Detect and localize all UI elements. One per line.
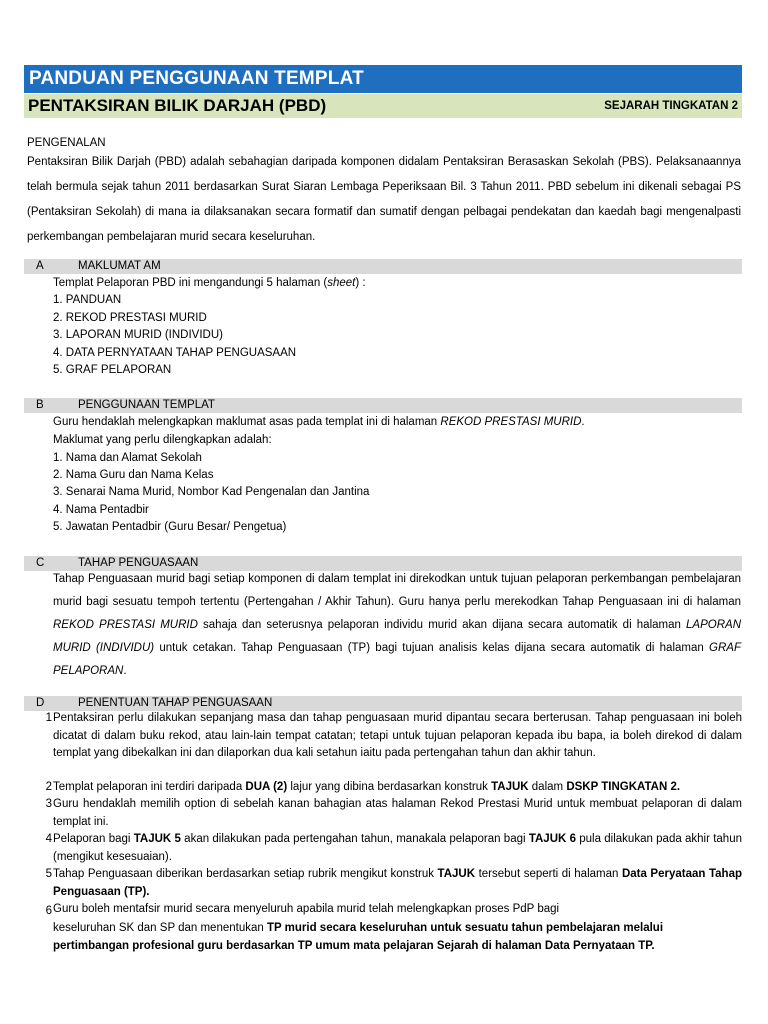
item-number: 5 xyxy=(45,868,52,880)
section-title: PENENTUAN TAHAP PENGUASAAN xyxy=(78,697,273,709)
section-title: TAHAP PENGUASAAN xyxy=(78,557,199,569)
section-letter: D xyxy=(36,697,45,709)
section-d-header xyxy=(24,696,742,711)
section-a-lead: Templat Pelaporan PBD ini mengandungi 5 halaman (sheet) : xyxy=(53,277,366,289)
item-number: 4 xyxy=(45,833,52,845)
list-item: 1. PANDUAN xyxy=(53,294,122,306)
list-item: 5. Jawatan Pentadbir (Guru Besar/ Pengetua) xyxy=(53,521,287,533)
item-number: 3 xyxy=(45,798,52,810)
document-title: PANDUAN PENGGUNAAN TEMPLAT xyxy=(24,65,742,93)
intro-text: Pentaksiran Bilik Darjah (PBD) adalah sebahagian daripada komponen didalam Pentaksiran Berasaskan Sekolah (PBS). Pelaksanaannya telah bermula sejak tahun 2011 berdasarkan Surat Siaran Lembaga Peperiksaan Bil. 3 Tahun 2011. PBD sebelum ini dikenali sebagai PS (Pentaksiran Sekolah) di mana ia dilaksanakan secara formatif dan sumatif dengan pelbagai pendekatan dan kaedah bagi mengenalpasti perkembangan pembelajaran murid secara keseluruhan. xyxy=(27,156,741,243)
list-item: 2. Nama Guru dan Nama Kelas xyxy=(53,469,214,481)
section-letter: C xyxy=(36,557,45,569)
section-letter: B xyxy=(36,399,44,411)
section-b-lead: Guru hendaklah melengkapkan maklumat asas pada templat ini di halaman REKOD PRESTASI MURID. xyxy=(53,416,585,428)
item-number: 6 xyxy=(45,905,52,917)
section-b-header xyxy=(24,398,742,413)
section-a-header xyxy=(24,259,742,274)
section-c-text: Tahap Penguasaan murid bagi setiap komponen di dalam templat ini direkodkan untuk tujuan pelaporan perkembangan pembelajaran murid bagi sesuatu tempoh tertentu (Pertengahan / Akhir Tahun). Guru hanya perlu merekodkan Tahap Penguasaan ini di halaman REKOD PRESTASI MURID sahaja dan seterusnya pelaporan individu murid akan dijana secara automatik di halaman LAPORAN MURID (INDIVIDU) untuk cetakan. Tahap Penguasaan (TP) bagi tujuan analisis kelas dijana secara automatik di halaman GRAF PELAPORAN. xyxy=(53,573,741,677)
item-text: Tahap Penguasaan diberikan berdasarkan setiap rubrik mengikut konstruk TAJUK tersebut seperti di halaman Data Peryataan Tahap Penguasaan (TP). xyxy=(53,868,742,898)
list-item: 5. GRAF PELAPORAN xyxy=(53,364,172,376)
item-text-line: pertimbangan profesional guru berdasarkan TP umum mata pelajaran Sejarah di halaman Data Pernyataan TP. xyxy=(53,940,655,952)
item-text-line: keseluruhan SK dan SP dan menentukan TP murid secara keseluruhan untuk sesuatu tahun pembelajaran melalui xyxy=(53,922,664,934)
section-b-lead2: Maklumat yang perlu dilengkapkan adalah: xyxy=(53,434,272,446)
item-text: Guru hendaklah memilih option di sebelah kanan bahagian atas halaman Rekod Prestasi Murid untuk membuat pelaporan di dalam templat ini. xyxy=(53,798,742,828)
list-item: 2. REKOD PRESTASI MURID xyxy=(53,312,207,324)
item-text: Pentaksiran perlu dilakukan sepanjang masa dan tahap penguasaan murid dipantau secara berterusan. Tahap penguasaan ini boleh dicatat di dalam buku rekod, atau lain-lain tempat catatan; tetapi untuk tujuan pelaporan kepada ibu bapa, ia boleh direkod di dalam templat yang dibekalkan ini dan dilaporkan dua kali setahun iaitu pada pertengahan tahun dan akhir tahun. xyxy=(53,712,742,759)
item-number: 1 xyxy=(45,712,52,724)
item-number: 2 xyxy=(45,781,52,793)
list-item: 4. Nama Pentadbir xyxy=(53,504,149,516)
item-text: Pelaporan bagi TAJUK 5 akan dilakukan pada pertengahan tahun, manakala pelaporan bagi TAJUK 6 pula dilakukan pada akhir tahun (mengikut kesesuaian). xyxy=(53,833,742,863)
intro-heading: PENGENALAN xyxy=(27,137,106,149)
list-item: 3. Senarai Nama Murid, Nombor Kad Pengenalan dan Jantina xyxy=(53,486,370,498)
list-item: 1. Nama dan Alamat Sekolah xyxy=(53,452,202,464)
list-item: 3. LAPORAN MURID (INDIVIDU) xyxy=(53,329,223,341)
item-text-line: Guru boleh mentafsir murid secara menyeluruh apabila murid telah melengkapkan proses PdP bagi xyxy=(53,903,560,915)
list-item: 4. DATA PERNYATAAN TAHAP PENGUASAAN xyxy=(53,347,297,359)
section-title: MAKLUMAT AM xyxy=(78,260,161,272)
item-text: Templat pelaporan ini terdiri daripada DUA (2) lajur yang dibina berdasarkan konstruk TAJUK dalam DSKP TINGKATAN 2. xyxy=(53,781,681,793)
section-letter: A xyxy=(36,260,44,272)
section-title: PENGGUNAAN TEMPLAT xyxy=(78,399,215,411)
document-subtitle: PENTAKSIRAN BILIK DARJAH (PBD) xyxy=(28,96,327,115)
document-subtitle-bar xyxy=(24,94,742,118)
subject-label: SEJARAH TINGKATAN 2 xyxy=(604,100,738,112)
